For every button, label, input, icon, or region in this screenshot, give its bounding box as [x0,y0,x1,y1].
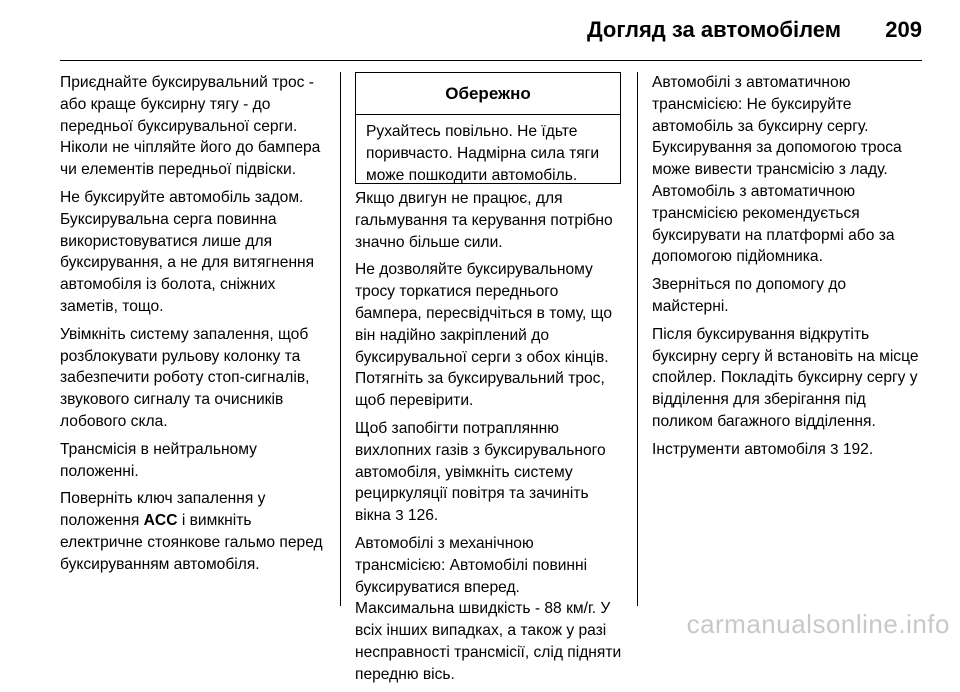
caution-box [355,72,621,184]
paragraph-text: і вимкніть електричне стоянкове гальмо перед буксируванням автомобіля. [60,512,323,573]
page-title: Догляд за автомобілем [586,17,841,42]
paragraph: Трансмісія в нейтральному положенні. [60,440,257,480]
page-reference-icon: 3 [830,440,839,458]
paragraph-text: Інструменти автомобіля [652,440,826,458]
watermark: carmanualsonline.info [686,609,950,639]
column-divider [637,72,638,606]
paragraph: Після буксирування відкрутіть буксирну сергу й встановіть на місце спойлер. Покладіть буксирну сергу у відділення для зберігання під поликом багажного відділення. [652,325,919,430]
paragraph-text: Поверніть ключ запалення у положення [60,490,266,530]
header-divider [60,60,922,61]
paragraph: Приєднайте буксирувальний трос - або краще буксирну тягу - до передньої буксирувальної серги. Ніколи не чіпляйте його до бампера чи елементів передньої підвіски. [60,74,321,179]
paragraph: Зверніться по допомогу до майстерні. [652,276,847,315]
paragraph [355,418,623,527]
paragraph: Якщо двигун не працює, для гальмування та керування потрібно значно більше сили. [355,190,613,251]
text-column-right [652,72,920,467]
text-column-left [60,72,328,582]
page-reference-icon: 3 [395,507,404,525]
page-header [0,0,960,62]
paragraph-text: Щоб запобігти потраплянню вихлопних газів з буксирувального автомобіля, увімкніть систему рециркуляції повітря та зачиніть вікна [355,419,606,525]
paragraph [60,488,328,575]
paragraph: Не буксируйте автомобіль задом. Буксирувальна серга повинна використовуватися лише для буксирування, а не для витягнення автомобіля із болота, сніжних заметів, тощо. [60,188,315,315]
paragraph: Автомобілі з механічною трансмісією: Автомобілі повинні буксируватися вперед. Максимальна швидкість - 88 км/г. У всіх інших випадках, а також у разі несправності трансмісії, слід підняти передню вісь. [355,534,622,683]
text-column-middle [355,188,623,692]
paragraph: Не дозволяйте буксирувальному тросу торкатися переднього бампера, пересвідчіться в тому, що він надійно закріплений до буксирувальної серги з обох кінців. Потягніть за буксирувальний трос, щоб перевірити. [355,261,613,410]
paragraph: Автомобілі з автоматичною трансмісією: Не буксируйте автомобіль за буксирну сергу. Буксирування за допомогою троса може вивести трансмісію з ладу. Автомобіль з автоматичною трансмісією рекомендується буксирувати на платформі або за допомогою підйомника. [652,74,902,266]
caution-text: Рухайтесь повільно. Не їдьте поривчасто. Надмірна сила тяги може пошкодити автомобіль. [366,123,600,184]
paragraph: Увімкніть систему запалення, щоб розблокувати рульову колонку та забезпечити роботу стоп-сигналів, звукового сигналу та очисників лобового скла. [60,325,310,430]
caution-title: Обережно [356,73,620,115]
page-reference-link[interactable]: 126. [407,507,439,525]
page-reference-link[interactable]: 192. [842,440,874,458]
column-divider [340,72,341,606]
paragraph [652,439,920,461]
page-number: 209 [885,17,922,42]
acc-position-label: ACC [143,512,178,530]
